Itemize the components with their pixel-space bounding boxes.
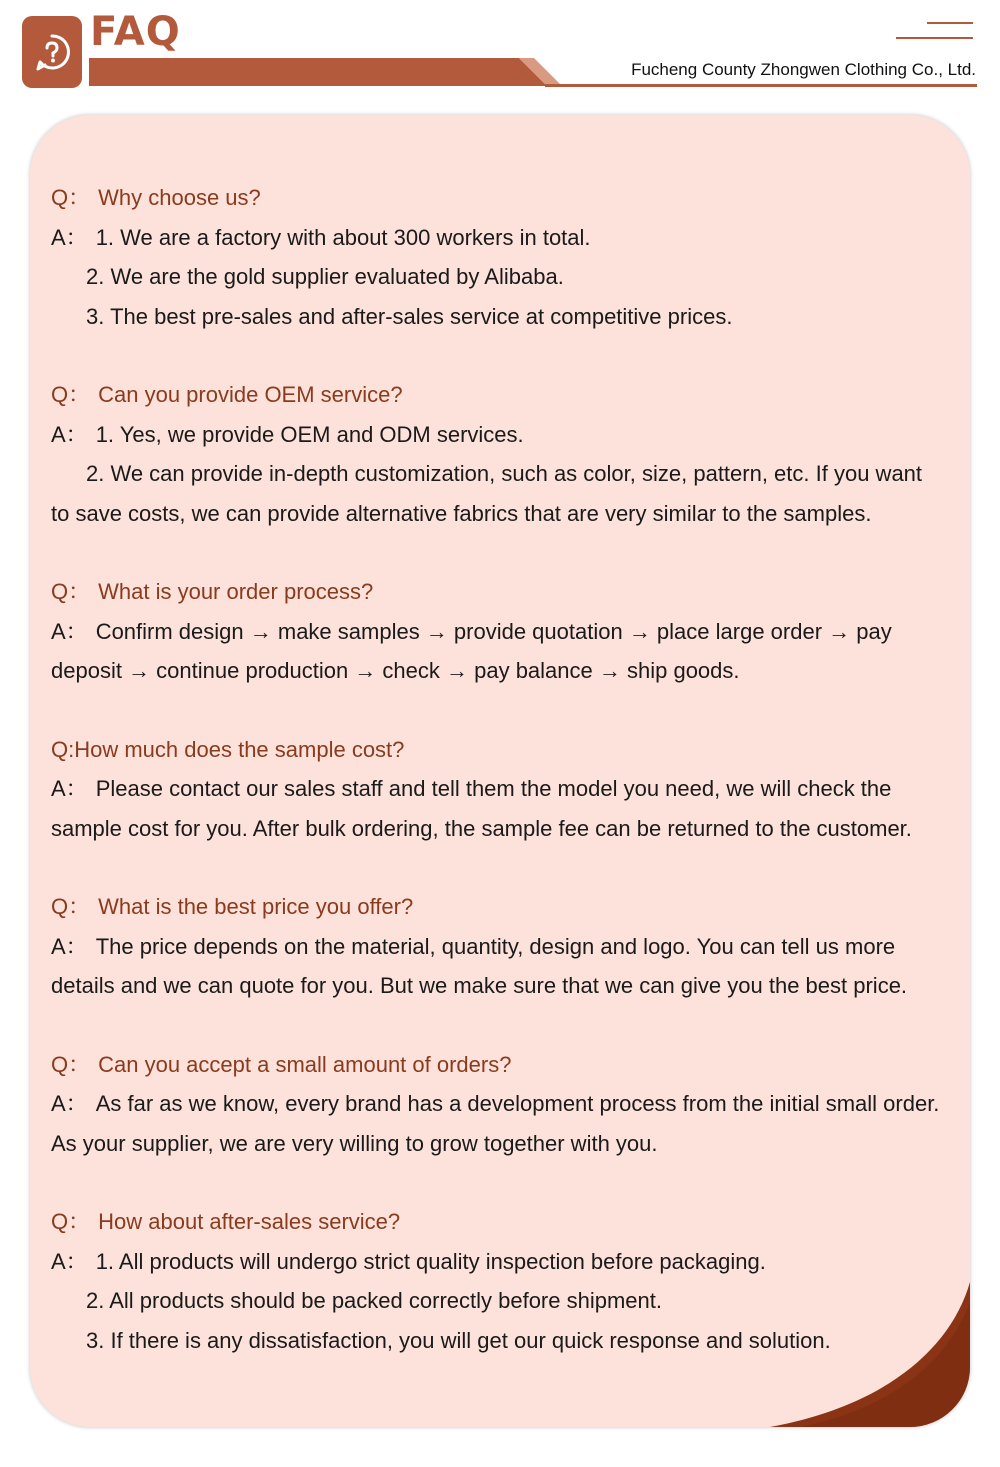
faq-item	[51, 178, 951, 336]
faq-answer: A： 1. Yes, we provide OEM and ODM services. 2. We can provide in-depth customization, such as color, size, pattern, etc. If you want to save costs, we can provide alternative fabrics that are very similar to the samples.	[51, 421, 923, 526]
faq-question: Q： What is your order process?	[51, 579, 374, 604]
faq-question: Q： What is the best price you offer?	[51, 894, 414, 919]
faq-item	[51, 1045, 951, 1164]
faq-item	[51, 375, 951, 533]
faq-answer: A： As far as we know, every brand has a development process from the initial small order. As your supplier, we are very willing to grow together with you.	[51, 1091, 940, 1156]
faq-question: Q： How about after-sales service?	[51, 1209, 401, 1234]
faq-answer: A： The price depends on the material, quantity, design and logo. You can tell us more details and we can quote for you. But we make sure that we can give you the best price.	[51, 933, 908, 998]
header-divider	[927, 22, 973, 24]
faq-question: Q： Can you provide OEM service?	[51, 382, 403, 407]
faq-item	[51, 730, 951, 849]
header-underline	[545, 84, 977, 87]
faq-answer: A： 1. We are a factory with about 300 workers in total. 2. We are the gold supplier evaluated by Alibaba. 3. The best pre-sales and after-sales service at competitive prices.	[51, 224, 733, 329]
faq-card	[30, 115, 970, 1427]
faq-item	[51, 1202, 951, 1360]
question-bubble-icon	[32, 32, 72, 72]
faq-question: Q： Why choose us?	[51, 185, 261, 210]
faq-list	[51, 178, 951, 1399]
faq-answer: A： Confirm design → make samples → provide quotation → place large order → pay deposit → continue production → check → pay balance → ship goods.	[51, 618, 892, 683]
header-divider	[896, 37, 973, 39]
faq-item	[51, 887, 951, 1006]
company-name: Fucheng County Zhongwen Clothing Co., Ltd.	[631, 60, 976, 79]
faq-answer: A： 1. All products will undergo strict quality inspection before packaging. 2. All products should be packed correctly before shipment. 3. If there is any dissatisfaction, you will get our quick response and solution.	[51, 1248, 831, 1353]
faq-logo-badge	[22, 16, 82, 88]
faq-question: Q： Can you accept a small amount of orders?	[51, 1051, 512, 1077]
faq-answer: A： Please contact our sales staff and tell them the model you need, we will check the sample cost for you. After bulk ordering, the sample fee can be returned to the customer.	[51, 776, 912, 841]
faq-question: Q:How much does the sample cost?	[51, 736, 405, 762]
page-title: FAQ	[90, 9, 181, 55]
faq-item	[51, 572, 951, 691]
header-band	[89, 58, 564, 86]
